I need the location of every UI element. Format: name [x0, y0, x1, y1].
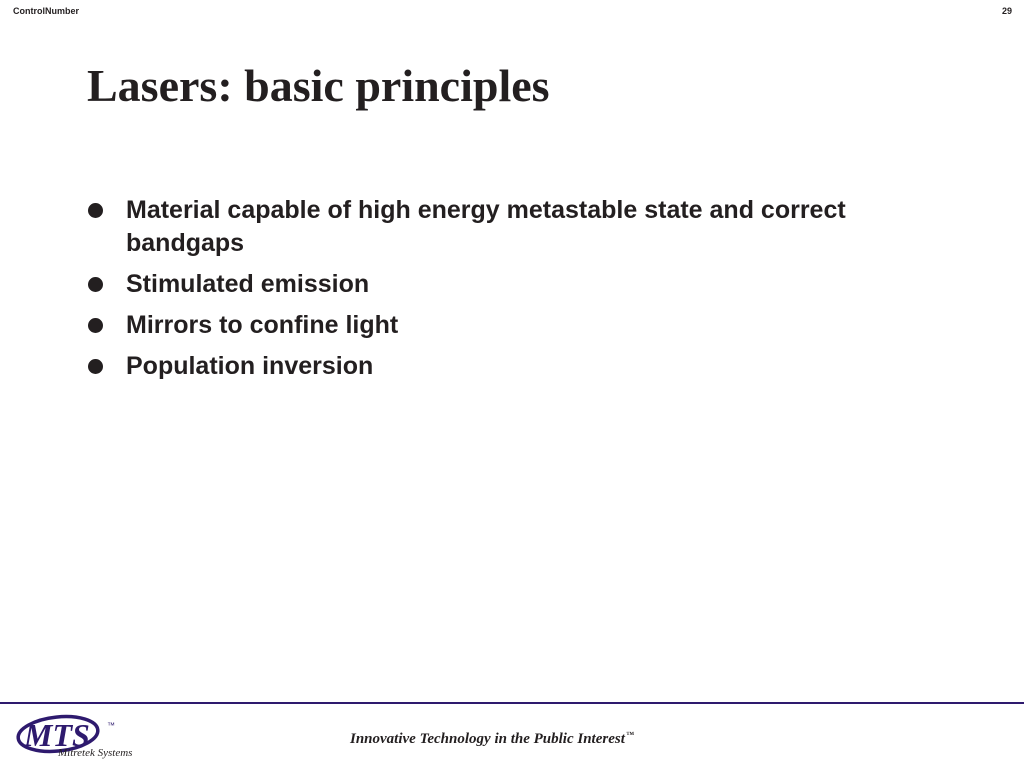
control-number-label: ControlNumber: [13, 6, 79, 16]
bullet-text: Mirrors to confine light: [126, 311, 399, 339]
bullet-item: [86, 268, 886, 301]
logo-text: MTS: [24, 717, 90, 753]
page-number: 29: [1001, 6, 1012, 16]
bullet-text: Material capable of high energy metastable state and correct bandgaps: [126, 196, 846, 257]
bullet-text: Stimulated emission: [126, 270, 370, 298]
bullet-item: [86, 194, 886, 260]
footer-divider: [0, 702, 1024, 704]
bullet-text: Population inversion: [126, 352, 374, 380]
slide-title: Lasers: basic principles: [87, 60, 550, 111]
tagline-text: Innovative Technology in the Public Interest: [350, 731, 625, 747]
tagline-trademark: ™: [625, 730, 634, 739]
bullet-dot-icon: [88, 277, 103, 292]
bullet-dot-icon: [88, 203, 103, 218]
bullet-item: [86, 350, 886, 383]
logo-trademark: ™: [107, 721, 115, 730]
bullet-dot-icon: [88, 318, 103, 333]
bullet-item: [86, 309, 886, 342]
logo-subtitle: Mitretek Systems: [58, 747, 133, 759]
bullet-dot-icon: [88, 359, 103, 374]
tagline: [350, 730, 634, 748]
mts-logo-icon: [14, 710, 164, 764]
bullet-list: [86, 194, 886, 391]
